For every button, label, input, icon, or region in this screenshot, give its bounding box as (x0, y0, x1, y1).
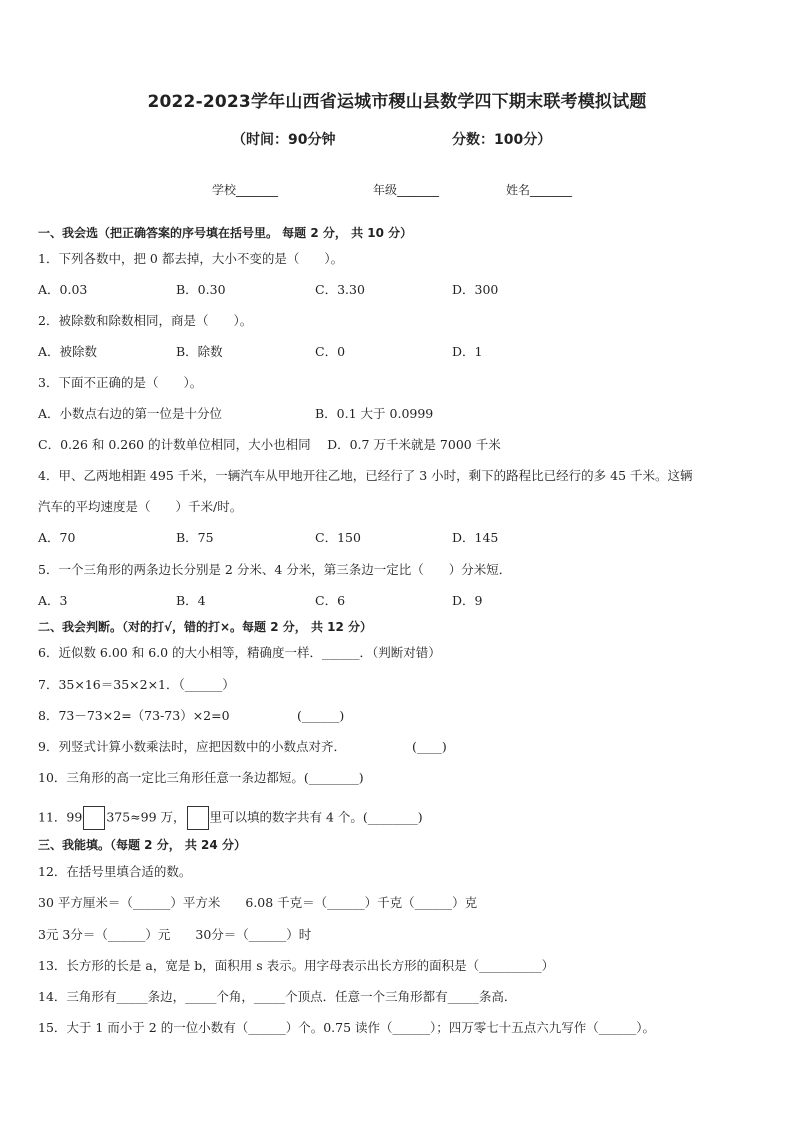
q5-option-d: D．9 (452, 593, 483, 608)
question-11-part3: 里可以填的数字共有 4 个。(________) (209, 809, 423, 825)
question-4-line2: 汽车的平均速度是（ ）千米/时。 (38, 499, 243, 514)
section-3-title: 三、我能填。（每题 2 分， 共 24 分） (38, 838, 246, 852)
question-10: 10．三角形的高一定比三角形任意一条边都短。(________) (38, 770, 364, 785)
q5-option-a: A．3 (38, 593, 68, 608)
section-1-title: 一、我会选（把正确答案的序号填在括号里。 每题 2 分， 共 10 分） (38, 226, 413, 240)
q2-option-c: C．0 (315, 344, 346, 359)
q1-option-b: B．0.30 (176, 282, 226, 297)
blank-box (187, 806, 209, 830)
section-2-title: 二、我会判断。（对的打√，错的打×。每题 2 分， 共 12 分） (38, 620, 372, 634)
exam-time: （时间：90分钟 (232, 132, 336, 148)
q2-option-a: A．被除数 (38, 344, 98, 359)
blank-box (83, 806, 105, 830)
question-2: 2．被除数和除数相同，商是（ ）。 (38, 313, 253, 328)
q4-option-c: C．150 (315, 530, 361, 545)
q3-option-cd: C．0.26 和 0.260 的计数单位相同，大小也相同 D．0.7 万千米就是 7000 千米 (38, 437, 501, 452)
question-9-blank: (____) (412, 739, 447, 754)
question-15: 15．大于 1 而小于 2 的一位小数有（______）个。0.75 读作（______）；四万零七十五点六九写作（______）。 (38, 1020, 656, 1035)
question-12-row2: 3元 3分＝（______）元 30分＝（______）时 (38, 927, 312, 942)
grade-field: 年级_______ (373, 183, 440, 197)
question-14: 14．三角形有_____条边，_____个角，_____个顶点．任意一个三角形都有_____条高． (38, 989, 517, 1004)
school-field: 学校_______ (212, 183, 279, 197)
question-12: 12．在括号里填合适的数。 (38, 864, 192, 879)
exam-score: 分数：100分） (452, 132, 552, 148)
question-11-part1: 11．99 (38, 809, 83, 825)
q5-option-b: B．4 (176, 593, 206, 608)
question-9: 9．列竖式计算小数乘法时，应把因数中的小数点对齐． (38, 739, 346, 754)
question-1: 1．下列各数中，把 0 都去掉，大小不变的是（ ）。 (38, 251, 344, 266)
question-7: 7．35×16＝35×2×1．（______） (38, 677, 235, 692)
question-13: 13．长方形的长是 a，宽是 b，面积用 s 表示。用字母表示出长方形的面积是（__________） (38, 958, 555, 973)
question-6: 6．近似数 6.00 和 6.0 的大小相等，精确度一样．______．（判断对错） (38, 645, 441, 660)
question-12-row1: 30 平方厘米＝（______）平方米 6.08 千克＝（______）千克（______）克 (38, 895, 478, 910)
q2-option-d: D．1 (452, 344, 483, 359)
q4-option-d: D．145 (452, 530, 499, 545)
q3-option-b: B．0.1 大于 0.0999 (315, 406, 434, 421)
question-8-blank: (______) (297, 708, 345, 723)
q3-option-a: A．小数点右边的第一位是十分位 (38, 406, 223, 421)
question-8: 8．73－73×2=（73-73）×2=0 (38, 708, 230, 723)
q4-option-b: B．75 (176, 530, 214, 545)
question-5: 5．一个三角形的两条边长分别是 2 分米、4 分米，第三条边一定比（ ）分米短． (38, 562, 512, 577)
q1-option-c: C．3.30 (315, 282, 365, 297)
question-11 (38, 806, 423, 830)
q2-option-b: B．除数 (176, 344, 223, 359)
q1-option-a: A．0.03 (38, 282, 88, 297)
page-title: 2022-2023学年山西省运城市稷山县数学四下期末联考模拟试题 (147, 92, 647, 112)
q4-option-a: A．70 (38, 530, 76, 545)
q5-option-c: C．6 (315, 593, 346, 608)
question-4-line1: 4．甲、乙两地相距 495 千米，一辆汽车从甲地开往乙地，已经行了 3 小时，剩下的路程比已经行的多 45 千米。这辆 (38, 468, 693, 483)
name-field: 姓名_______ (506, 183, 573, 197)
q1-option-d: D．300 (452, 282, 499, 297)
question-11-part2: 375≈99 万， (106, 809, 186, 825)
question-3: 3．下面不正确的是（ ）。 (38, 375, 203, 390)
